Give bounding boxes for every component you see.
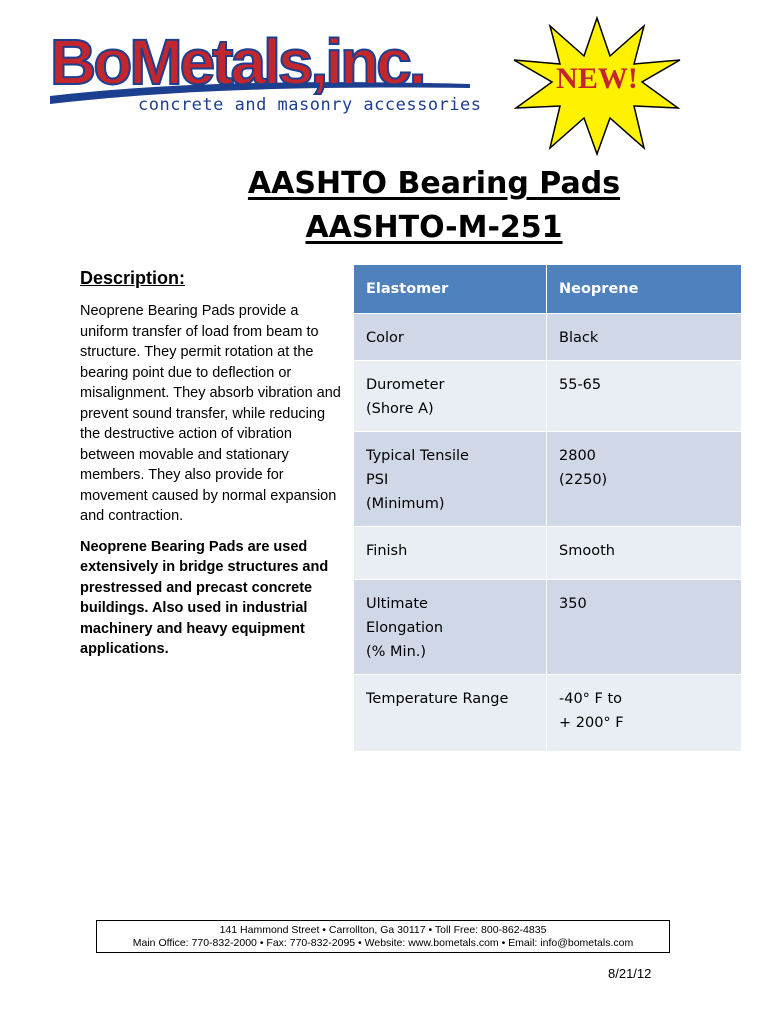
logo-tagline: concrete and masonry accessories <box>138 95 482 115</box>
footer-contact-box <box>96 920 670 953</box>
spec-property-cell-line: (Shore A) <box>366 401 434 417</box>
spec-value-cell <box>547 527 742 580</box>
spec-property-cell-line: PSI <box>366 472 389 488</box>
spec-property-cell <box>354 675 547 752</box>
spec-table <box>354 265 741 752</box>
spec-value-cell <box>547 432 742 527</box>
description-body: Neoprene Bearing Pads provide a uniform transfer of load from beam to structure. They permit rotation at the bearing point due to deflection or misalignment. They absorb vibration and prevent sound transfer, while reducing the destructive action of vibration between movable and stationary members. They also provide for movement caused by normal expansion and contraction. <box>80 303 341 524</box>
spec-value-cell-line: (2250) <box>559 472 608 488</box>
new-badge-label: NEW! <box>556 62 638 95</box>
table-row <box>354 675 741 752</box>
document-date: 8/21/12 <box>608 966 652 981</box>
spec-value-cell <box>547 580 742 675</box>
spec-value-cell-line: -40° F to <box>559 691 623 707</box>
spec-value-cell-line: Black <box>559 330 599 346</box>
spec-property-cell <box>354 314 547 361</box>
spec-value-cell <box>547 314 742 361</box>
spec-property-cell-line: Finish <box>366 543 408 559</box>
spec-value-cell-line: + 200° F <box>559 715 624 731</box>
company-logo <box>50 26 482 125</box>
spec-value-cell-line: 350 <box>559 596 587 612</box>
table-row <box>354 527 741 580</box>
spec-property-cell-line: (Minimum) <box>366 496 445 512</box>
description-heading: Description: <box>80 268 186 288</box>
spec-table-header-row <box>354 265 741 314</box>
spec-property-cell-line: Elongation <box>366 620 444 636</box>
spec-property-cell <box>354 361 547 432</box>
page-subtitle: AASHTO-M-251 <box>305 210 563 245</box>
spec-value-cell-line: 2800 <box>559 448 596 464</box>
page-title: AASHTO Bearing Pads <box>247 166 621 201</box>
spec-property-cell-line: Typical Tensile <box>366 448 469 464</box>
spec-property-cell <box>354 580 547 675</box>
spec-header-property: Elastomer <box>354 265 547 314</box>
spec-property-cell <box>354 432 547 527</box>
spec-value-cell-line: 55-65 <box>559 377 602 393</box>
spec-property-cell-line: Color <box>366 330 404 346</box>
spec-header-value: Neoprene <box>547 265 742 314</box>
table-row <box>354 580 741 675</box>
description-bold-note: Neoprene Bearing Pads are used extensively in bridge structures and prestressed and precast concrete buildings. Also used in industrial machinery and heavy equipment applications. <box>80 538 329 657</box>
table-row <box>354 314 741 361</box>
spec-property-cell-line: Durometer <box>366 377 445 393</box>
spec-property-cell <box>354 527 547 580</box>
description-section <box>80 268 342 660</box>
spec-property-cell-line: Ultimate <box>366 596 428 612</box>
spec-value-cell-line: Smooth <box>559 543 615 559</box>
logo-wordmark: BoMetals,inc. <box>50 26 424 98</box>
table-row <box>354 361 741 432</box>
spec-property-cell-line: (% Min.) <box>366 644 427 660</box>
table-row <box>354 432 741 527</box>
footer-address: 141 Hammond Street • Carrollton, Ga 30117 • Toll Free: 800-862-4835 <box>219 924 547 936</box>
spec-value-cell <box>547 361 742 432</box>
spec-property-cell-line: Temperature Range <box>366 691 509 707</box>
spec-value-cell <box>547 675 742 752</box>
footer-contacts: Main Office: 770-832-2000 • Fax: 770-832-2095 • Website: www.bometals.com • Email: info@bometals.com <box>132 937 634 949</box>
